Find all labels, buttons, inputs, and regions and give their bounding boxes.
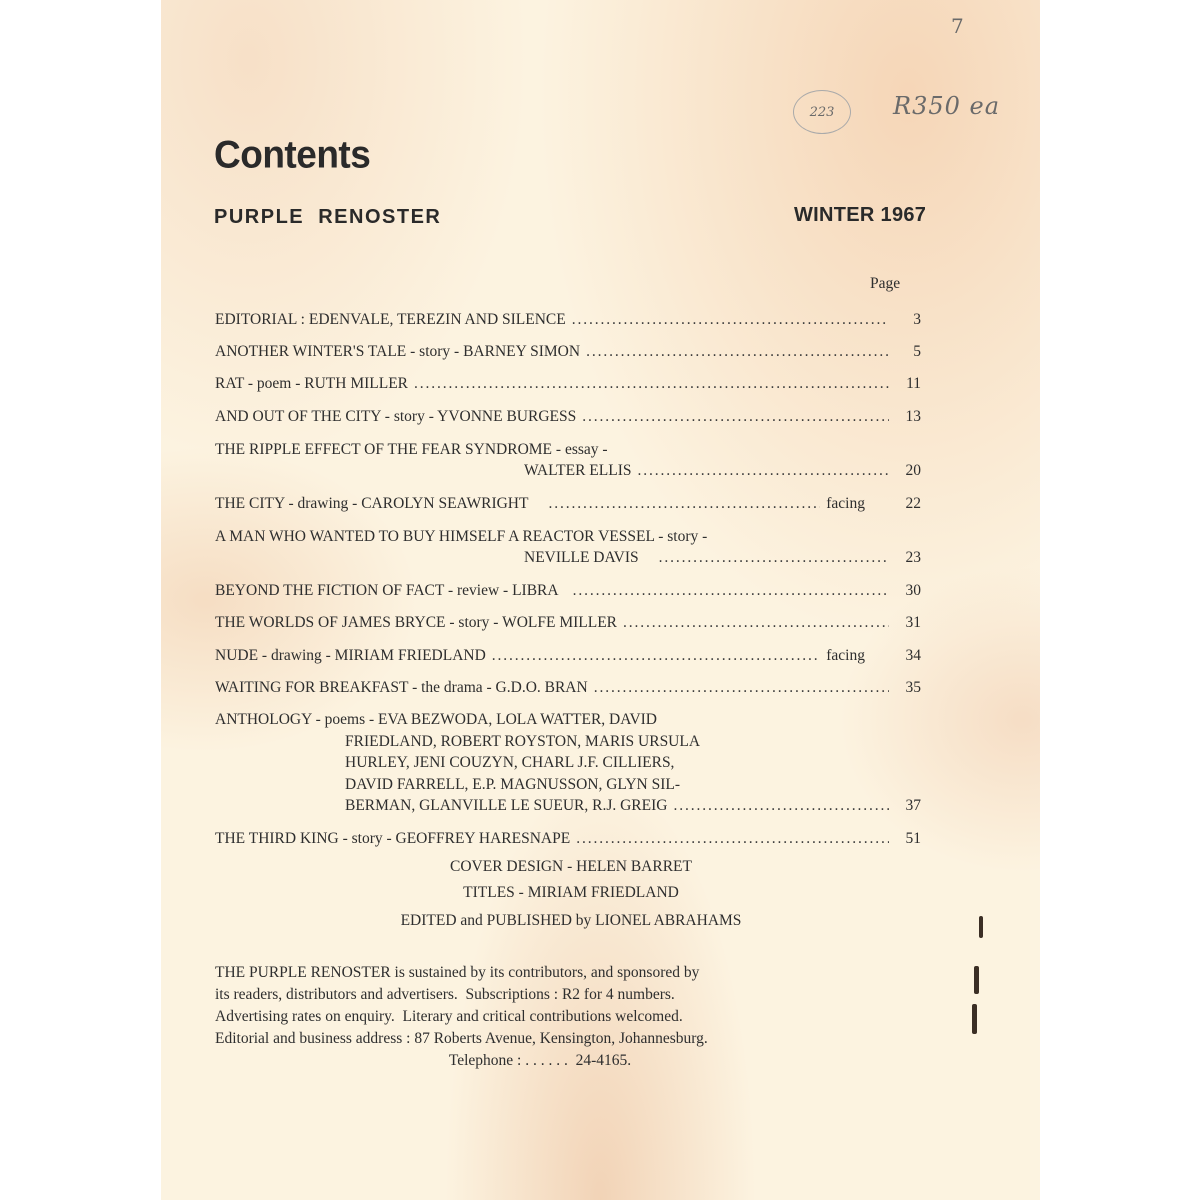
telephone-line: Telephone : . . . . . . 24-4165. (448, 1052, 632, 1069)
toc-page-number: 5 (913, 343, 921, 360)
toc-page-number: 31 (905, 614, 921, 631)
notice-line: Editorial and business address : 87 Roberts Avenue, Kensington, Johannesburg. (215, 1030, 708, 1047)
leader-dots (638, 460, 890, 481)
leader-dots (659, 547, 889, 568)
toc-title: THE WORLDS OF JAMES BRYCE - story - WOLFE MILLER (215, 614, 618, 631)
toc-entry (215, 493, 921, 514)
toc-entry (215, 439, 921, 481)
circled-number-text: 223 (809, 105, 835, 120)
toc-entry (215, 645, 921, 666)
leader-dots (573, 580, 889, 601)
toc-entry (215, 612, 921, 633)
toc-contributors: DAVID FARRELL, E.P. MAGNUSSON, GLYN SIL- (345, 775, 681, 793)
handwritten-circled-number (793, 90, 851, 134)
toc-contributors: HURLEY, JENI COUZYN, CHARL J.F. CILLIERS, (345, 754, 675, 771)
leader-dots (572, 309, 889, 330)
toc-page-number: 11 (906, 375, 921, 392)
toc-title: THE RIPPLE EFFECT OF THE FEAR SYNDROME - essay - (215, 441, 608, 458)
toc-contributors: BERMAN, GLANVILLE LE SUEUR, R.J. GREIG (345, 797, 668, 814)
toc-contributors: FRIEDLAND, ROBERT ROYSTON, MARIS URSULA (345, 732, 701, 750)
toc-entry (215, 526, 921, 568)
toc-author: WALTER ELLIS (524, 462, 632, 479)
notice-line: Advertising rates on enquiry. Literary and critical contributions welcomed. (215, 1008, 683, 1025)
ink-mark (974, 966, 979, 994)
toc-author: NEVILLE DAVIS (524, 549, 639, 566)
facing-label: facing (826, 647, 865, 664)
toc-title: A MAN WHO WANTED TO BUY HIMSELF A REACTOR VESSEL - story - (215, 528, 708, 545)
toc-title: EDITORIAL : EDENVALE, TEREZIN AND SILENCE (215, 311, 566, 328)
leader-dots (492, 645, 820, 666)
notice-line: THE PURPLE RENOSTER is sustained by its contributors, and sponsored by (215, 964, 700, 981)
handwritten-price: R350 ea (893, 92, 1001, 120)
issue-label: WINTER 1967 (794, 204, 927, 226)
leader-dots (586, 341, 889, 362)
page-column-header: Page (870, 275, 901, 292)
toc-page-number: 30 (905, 582, 921, 599)
toc-title: NUDE - drawing - MIRIAM FRIEDLAND (215, 647, 486, 664)
page-title: Contents (214, 132, 371, 176)
magazine-name: PURPLE RENOSTER (214, 206, 442, 228)
toc-page-number: 51 (905, 830, 921, 847)
leader-dots (623, 612, 889, 633)
leader-dots (582, 406, 889, 427)
credit-cover-design: COVER DESIGN - HELEN BARRET (450, 858, 692, 875)
leader-dots (548, 493, 820, 514)
toc-title: WAITING FOR BREAKFAST - the drama - G.D.O. BRAN (215, 679, 588, 696)
toc-page-number: 22 (905, 495, 921, 512)
leader-dots (414, 373, 889, 394)
toc-entry (215, 341, 921, 362)
toc-entry (215, 309, 921, 330)
publication-notice (215, 962, 905, 1072)
toc-title: ANOTHER WINTER'S TALE - story - BARNEY SIMON (215, 343, 581, 360)
toc-entry (215, 373, 921, 394)
leader-dots (594, 677, 889, 698)
toc-title: AND OUT OF THE CITY - story - YVONNE BURGESS (215, 408, 577, 425)
leader-dots (673, 795, 889, 817)
toc-page-number: 35 (905, 679, 921, 696)
toc-title: ANTHOLOGY - poems - EVA BEZWODA, LOLA WATTER, DAVID (215, 711, 657, 728)
toc-page-number: 20 (905, 462, 921, 479)
ink-mark (972, 1004, 977, 1034)
toc-entry (215, 406, 921, 427)
leader-dots (576, 828, 889, 849)
toc-page-number: 23 (905, 549, 921, 566)
toc-page-number: 13 (905, 408, 921, 425)
toc-entry-anthology (215, 709, 921, 817)
toc-title: RAT - poem - RUTH MILLER (215, 375, 409, 392)
credit-editor: EDITED and PUBLISHED by LIONEL ABRAHAMS (400, 912, 742, 929)
notice-line: its readers, distributors and advertisers. Subscriptions : R2 for 4 numbers. (215, 986, 675, 1003)
toc-page-number: 3 (913, 311, 921, 328)
ink-mark (979, 916, 983, 938)
facing-label: facing (826, 495, 865, 512)
toc-page-number: 37 (905, 797, 921, 814)
toc-entry (215, 580, 921, 601)
toc-page-number: 34 (905, 647, 921, 664)
handwritten-page-mark: 7 (951, 14, 964, 38)
toc-title: THE CITY - drawing - CAROLYN SEAWRIGHT (215, 495, 529, 512)
toc-entry (215, 828, 921, 849)
toc-entry (215, 677, 921, 698)
toc-title: BEYOND THE FICTION OF FACT - review - LIBRA (215, 582, 559, 599)
credit-titles: TITLES - MIRIAM FRIEDLAND (463, 884, 679, 901)
toc-title: THE THIRD KING - story - GEOFFREY HARESNAPE (215, 830, 571, 847)
document-page (161, 0, 1040, 1200)
